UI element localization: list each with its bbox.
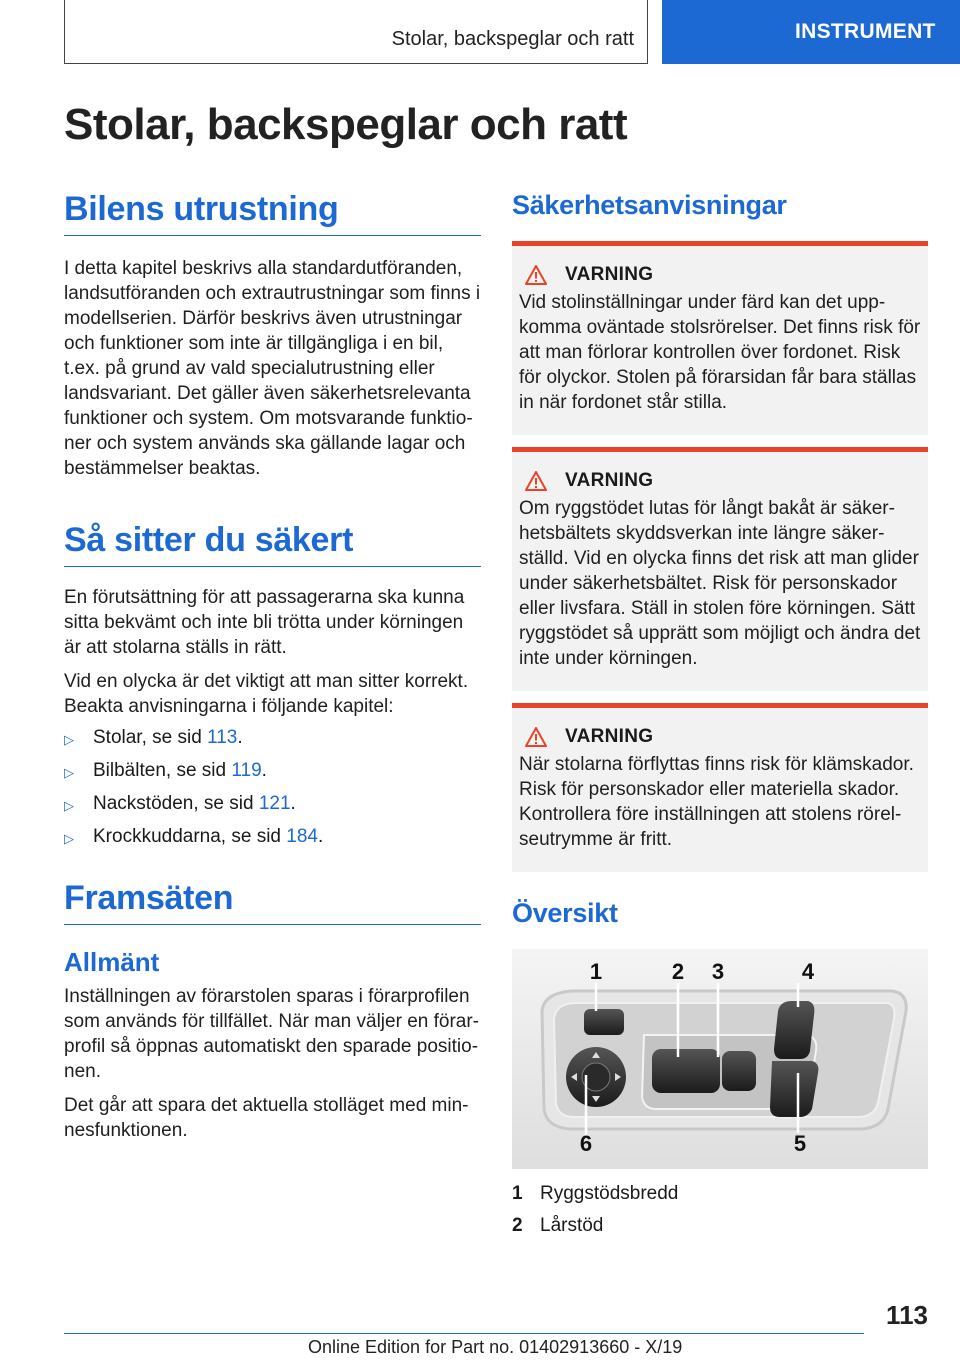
callout-3: 3 — [711, 959, 725, 984]
triangle-bullet-icon: ▷ — [64, 765, 74, 780]
figure-legend — [512, 1181, 928, 1238]
warning-text: Om ryggstödet lutas för långt bakåt är säkerhetsbältets skyddsverkan inte längre säkerställd. Vid en olycka finns det risk att man glider under säkerhetsbältet. Risk för personskador eller livsfara. Ställ in stolen före körningen. Sätt ryggstödet så upprätt som möjligt och ändra det inte under körningen. — [519, 498, 921, 669]
seat-controls-figure — [512, 949, 928, 1169]
warning-box — [512, 241, 928, 435]
triangle-bullet-icon: ▷ — [64, 798, 74, 813]
page-link[interactable]: 119 — [231, 760, 262, 781]
page-link[interactable]: 121 — [258, 793, 291, 814]
warning-triangle-icon — [525, 265, 547, 285]
legend-item: 2 Lårstöd — [512, 1215, 604, 1236]
sitting-p1: En förutsättning för att passagerarna ska kunna sitta bekvämt och inte bli trötta under körningen är att stolarna ställs in rätt. — [64, 587, 465, 658]
footer-divider — [64, 1333, 864, 1334]
page-link[interactable]: 113 — [207, 727, 238, 748]
subheading-general: Allmänt — [64, 947, 160, 977]
page-number: 113 — [886, 1300, 928, 1330]
front-seats-p2: Det går att spara det aktuella stolläget med minnesfunktionen. — [64, 1095, 469, 1141]
list-item: ▷ Nackstöden, se sid 121. — [64, 791, 481, 818]
callout-5: 5 — [793, 1131, 807, 1156]
warning-text: När stolarna förflyttas finns risk för klämskador. Risk för personskador eller materiella skador. Kontrollera före inställningen att stolens rörelseutrymme är fritt. — [519, 754, 914, 850]
triangle-bullet-icon: ▷ — [64, 831, 74, 846]
header-chapter-tab[interactable] — [662, 0, 960, 64]
warning-label: VARNING — [565, 264, 654, 285]
callout-2: 2 — [671, 959, 685, 984]
list-item: ▷ Krockkuddarna, se sid 184. — [64, 824, 481, 851]
legend-item: 1 Ryggstödsbredd — [512, 1183, 679, 1204]
seat-controls-illustration — [512, 949, 928, 1169]
front-seats-p1: Inställningen av förarstolen sparas i förarprofilen som används för tillfället. När man väljer en förarprofil så öppnas automatiskt den sparade positionen. — [64, 986, 479, 1082]
callout-4: 4 — [801, 959, 815, 984]
list-item: ▷ Stolar, se sid 113. — [64, 725, 481, 752]
left-column — [64, 190, 481, 1143]
sitting-p2: Vid en olycka är det viktigt att man sitter korrekt. Beakta anvisningarna i följande kapitel: — [64, 671, 469, 717]
page-link[interactable]: 184 — [286, 826, 318, 847]
right-column — [512, 190, 928, 1245]
heading-safety: Säkerhetsanvisningar — [512, 190, 787, 220]
triangle-bullet-icon: ▷ — [64, 732, 74, 747]
callout-6: 6 — [579, 1131, 593, 1156]
list-item: ▷ Bilbälten, se sid 119. — [64, 758, 481, 785]
footer-edition: Online Edition for Part no. 01402913660 - X/19 — [308, 1337, 683, 1357]
warning-label: VARNING — [565, 726, 654, 747]
warning-text: Vid stolinställningar under färd kan det uppkomma oväntade stolsrörelser. Det finns risk för att man förlorar kontrollen över fordonet. Risk för olyckor. Stolen på förarsidan får bara ställas in när fordonet står stilla. — [519, 292, 921, 413]
chapter-tab-label: INSTRUMENT — [795, 20, 936, 43]
warning-triangle-icon — [525, 727, 547, 747]
page-title: Stolar, backspeglar och ratt — [64, 100, 628, 149]
heading-front-seats: Framsäten — [64, 879, 481, 925]
equipment-text: I detta kapitel beskrivs alla standardutföranden, landsutföranden och extrautrustningar som finns i modellserien. Därför beskrivs även utrustningar och funktioner som inte är tillgängliga i en bil, t.ex. på grund av vald specialutrustning eller landsvariant. Det gäller även säkerhetsrelevanta funktioner och system. Om motsvarande funktioner och system används ska gällande lagar och bestämmelser beaktas. — [64, 258, 481, 479]
warning-triangle-icon — [525, 471, 547, 491]
chapter-list — [64, 725, 481, 851]
warning-box — [512, 447, 928, 691]
heading-overview: Översikt — [512, 898, 618, 928]
warning-box — [512, 703, 928, 872]
warning-label: VARNING — [565, 470, 654, 491]
callout-1: 1 — [589, 959, 603, 984]
heading-equipment: Bilens utrustning — [64, 190, 481, 236]
heading-sitting: Så sitter du säkert — [64, 521, 481, 567]
header-section-title: Stolar, backspeglar och ratt — [391, 28, 634, 50]
